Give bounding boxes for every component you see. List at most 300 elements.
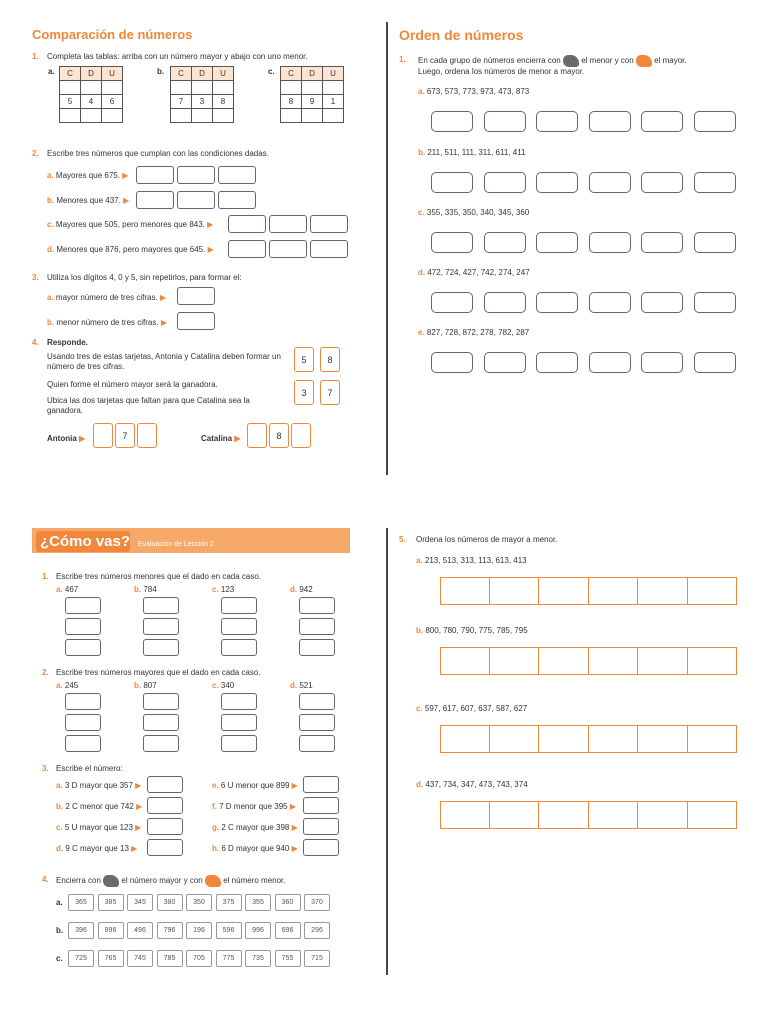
item-number: 3. [42,764,49,773]
answer-box[interactable] [536,292,578,313]
group-numbers: 355, 335, 350, 340, 345, 360 [426,208,530,217]
row-text: 7 D menor que 395 [219,802,288,811]
answer-cell[interactable] [688,647,738,675]
answer-box[interactable] [484,232,526,253]
answer-box[interactable] [694,232,736,253]
group-label: b. [416,626,424,635]
answer-box[interactable] [303,776,339,793]
group-label: d. [416,780,424,789]
cdu-table-b [170,66,234,123]
section-title: Orden de números [399,27,524,43]
problem-text: Quien forme el número mayor será la ganadora. [47,380,218,389]
number-card: 3 [294,380,314,405]
group-numbers: 211, 511, 111, 311, 611, 411 [427,148,526,157]
table-input-cell[interactable] [81,109,102,123]
answer-box[interactable] [431,232,473,253]
answer-box[interactable] [641,292,683,313]
row-text: 3 D mayor que 357 [64,781,133,790]
answer-box[interactable] [694,292,736,313]
group-numbers: 673, 573, 773, 973, 473, 873 [426,87,530,96]
answer-box[interactable] [536,352,578,373]
answer-box[interactable] [299,735,335,752]
answer-box[interactable] [484,292,526,313]
group-numbers: 213, 513, 313, 113, 613, 413 [424,556,527,565]
number-cell[interactable]: 715 [304,950,330,967]
answer-box[interactable] [147,839,183,856]
table-input-cell[interactable] [192,109,213,123]
table-header-cell: C [281,67,302,81]
table-header-cell: D [302,67,323,81]
answer-box[interactable] [299,618,335,635]
catalina-label: Catalina ▶ [201,434,241,443]
answer-box[interactable] [143,639,179,656]
column-label: c. [212,585,219,594]
answer-box[interactable] [589,172,631,193]
column-value: 807 [143,681,157,690]
condition-row: c. Mayores que 505, pero menores que 843. ▶ [47,220,214,229]
answer-cell[interactable] [490,647,540,675]
answer-box[interactable] [536,232,578,253]
answer-box[interactable] [641,172,683,193]
answer-grid [440,725,737,753]
table-header-cell: D [192,67,213,81]
number-cell[interactable]: 696 [275,922,301,939]
column-label: d. [290,681,298,690]
number-card: 8 [269,423,289,448]
answer-grid [440,647,737,675]
number-cell[interactable]: 385 [98,894,124,911]
header-title: ¿Cómo vas? [40,533,131,550]
answer-box[interactable] [431,352,473,373]
answer-box[interactable] [221,714,257,731]
answer-cell[interactable] [440,577,490,605]
answer-box[interactable] [143,735,179,752]
row-text: 9 C mayor que 13 [65,844,129,853]
condition-row: d. Menores que 876, pero mayores que 645. ▶ [47,245,214,254]
number-group-row [418,87,529,97]
table-cell: 6 [102,95,123,109]
answer-box[interactable] [147,797,183,814]
answer-cell[interactable] [688,577,738,605]
answer-box[interactable] [65,639,101,656]
orange-hand-icon [636,55,652,67]
number-cell[interactable]: 350 [186,894,212,911]
group-label: a. [418,87,425,96]
number-cell[interactable]: 380 [157,894,183,911]
column-label: a. [56,681,63,690]
row-label: f. [212,802,217,811]
item-number: 4. [32,338,39,347]
answer-box[interactable] [303,839,339,856]
answer-box[interactable] [431,111,473,132]
answer-cell[interactable] [539,725,589,753]
answer-box[interactable] [589,111,631,132]
row-label: a. [56,781,63,790]
answer-box[interactable] [303,818,339,835]
answer-cell[interactable] [589,725,639,753]
table-input-cell[interactable] [171,81,192,95]
table-input-cell[interactable] [281,109,302,123]
number-cell[interactable]: 735 [245,950,271,967]
problem-text: Usando tres de estas tarjetas, Antonia y Catalina deben formar un número de tres cifras. [47,352,281,371]
row-text: 5 U mayor que 123 [64,823,133,832]
item-instruction: Responde. [47,338,88,347]
row-label: e. [212,781,219,790]
table-header-cell: C [60,67,81,81]
group-label: a. [416,556,423,565]
item-number: 4. [42,875,49,884]
antonia-label: Antonia ▶ [47,434,86,443]
table-cell: 9 [302,95,323,109]
cdu-table-a [59,66,123,123]
write-number-row [212,802,296,812]
answer-cell[interactable] [440,725,490,753]
orange-hand-icon [205,875,221,887]
arrow-icon: ▶ [133,802,143,811]
item-number: 1. [42,572,49,581]
answer-box[interactable] [310,240,348,258]
digit-row: a. mayor número de tres cifras. ▶ [47,293,167,302]
answer-box[interactable] [303,797,339,814]
answer-box[interactable] [310,215,348,233]
answer-cell[interactable] [490,725,540,753]
column-label: d. [290,585,298,594]
table-input-cell[interactable] [213,109,234,123]
table-input-cell[interactable] [323,81,344,95]
table-cell: 7 [171,95,192,109]
answer-grid [440,577,737,605]
row-text: 6 U menor que 899 [220,781,290,790]
answer-cell[interactable] [589,647,639,675]
answer-cell[interactable] [638,647,688,675]
gray-hand-icon [563,55,579,67]
arrow-icon: ▶ [128,844,138,853]
number-cell[interactable]: 755 [275,950,301,967]
answer-box[interactable] [694,352,736,373]
group-label: d. [418,268,426,277]
number-group-row [416,626,528,636]
answer-box[interactable] [641,232,683,253]
answer-box[interactable] [218,191,256,209]
answer-box[interactable] [221,597,257,614]
table-input-cell[interactable] [281,81,302,95]
digit-row: b. menor número de tres cifras. ▶ [47,318,167,327]
item-instruction: En cada grupo de números encierra con el menor y con el mayor. Luego, ordena los números de menor a mayor. [418,56,687,76]
empty-card-slot[interactable] [247,423,267,448]
answer-box[interactable] [143,597,179,614]
table-cell: 4 [81,95,102,109]
answer-box[interactable] [147,818,183,835]
answer-grid [440,801,737,829]
row-label: g. [212,823,220,832]
page-divider [386,22,388,475]
number-card: 7 [115,423,135,448]
item-number: 3. [32,273,39,282]
group-label: c. [418,208,425,217]
answer-cell[interactable] [440,801,490,829]
answer-cell[interactable] [688,725,738,753]
row-label: a. [56,898,63,907]
row-label: c. [56,823,63,832]
table-input-cell[interactable] [60,109,81,123]
number-card: 8 [320,347,340,372]
answer-box[interactable] [65,618,101,635]
table-input-cell[interactable] [302,81,323,95]
number-group-row [418,268,530,278]
answer-cell[interactable] [589,801,639,829]
column-label: c. [212,681,219,690]
arrow-icon: ▶ [132,823,142,832]
answer-box[interactable] [431,292,473,313]
number-cell[interactable]: 365 [68,894,94,911]
item-number: 2. [42,668,49,677]
answer-box[interactable] [589,352,631,373]
answer-box[interactable] [65,714,101,731]
answer-box[interactable] [299,639,335,656]
number-cell[interactable]: 796 [157,922,183,939]
number-cell[interactable]: 996 [245,922,271,939]
answer-box[interactable] [218,166,256,184]
answer-box[interactable] [65,693,101,710]
answer-box[interactable] [589,292,631,313]
table-label: a. [48,67,55,76]
condition-row: b. Menores que 437. ▶ [47,196,130,205]
table-cell: 3 [192,95,213,109]
page-divider [386,528,388,975]
given-number [212,585,234,595]
row-text: 6 D mayor que 940 [221,844,290,853]
answer-box[interactable] [228,215,266,233]
table-header-cell: U [323,67,344,81]
cdu-table-c [280,66,344,123]
answer-box[interactable] [65,735,101,752]
answer-box[interactable] [221,693,257,710]
answer-box[interactable] [221,735,257,752]
table-label: b. [157,67,165,76]
number-cell[interactable]: 725 [68,950,94,967]
number-cell[interactable]: 745 [127,950,153,967]
column-value: 784 [143,585,157,594]
arrow-icon: ▶ [132,781,142,790]
answer-cell[interactable] [589,577,639,605]
answer-box[interactable] [694,172,736,193]
table-input-cell[interactable] [302,109,323,123]
answer-box[interactable] [299,714,335,731]
answer-cell[interactable] [638,577,688,605]
number-cell[interactable]: 896 [98,922,124,939]
answer-box[interactable] [65,597,101,614]
answer-box[interactable] [299,693,335,710]
table-header-cell: C [171,67,192,81]
number-group-row [416,780,528,790]
arrow-icon: ▶ [289,823,298,832]
group-label: e. [418,328,425,337]
number-group-row [418,148,526,158]
answer-box[interactable] [177,312,215,330]
answer-box[interactable] [136,191,174,209]
item-instruction: Escribe tres números que cumplan con las condiciones dadas. [47,149,269,158]
table-label: c. [268,67,275,76]
given-number [134,585,157,595]
number-cell[interactable]: 345 [127,894,153,911]
number-group-row [418,328,529,338]
arrow-icon: ▶ [289,844,298,853]
row-label: b. [56,926,64,935]
table-input-cell[interactable] [60,81,81,95]
item-instruction: Ordena los números de mayor a menor. [416,535,558,544]
given-number [290,585,313,595]
write-number-row [212,781,298,791]
write-number-row [56,781,141,791]
number-cell[interactable]: 785 [157,950,183,967]
section-title: Comparación de números [32,27,193,42]
group-numbers: 827, 728, 872, 278, 782, 287 [426,328,530,337]
column-value: 245 [64,681,79,690]
number-card: 7 [320,380,340,405]
row-label: h. [212,844,220,853]
item-instruction: Completa las tablas: arriba con un número mayor y abajo con uno menor. [47,52,308,61]
number-group-row [418,208,529,218]
answer-cell[interactable] [490,801,540,829]
number-cell[interactable]: 705 [186,950,212,967]
empty-card-slot[interactable] [137,423,157,448]
given-number [56,585,78,595]
given-number [290,681,313,691]
table-cell: 5 [60,95,81,109]
column-value: 942 [299,585,313,594]
answer-box[interactable] [143,714,179,731]
problem-text: Ubica las dos tarjetas que faltan para que Catalina sea la ganadora. [47,396,250,415]
item-instruction: Escribe el número: [56,764,123,773]
answer-box[interactable] [269,240,307,258]
answer-box[interactable] [641,352,683,373]
answer-cell[interactable] [539,801,589,829]
answer-box[interactable] [299,597,335,614]
number-cell[interactable]: 765 [98,950,124,967]
number-group-row [416,704,527,714]
answer-cell[interactable] [539,577,589,605]
table-input-cell[interactable] [192,81,213,95]
arrow-icon: ▶ [289,781,298,790]
column-value: 123 [220,585,235,594]
answer-box[interactable] [177,287,215,305]
write-number-row [56,844,137,854]
table-header-cell: U [213,67,234,81]
column-value: 521 [299,681,313,690]
column-value: 340 [220,681,235,690]
given-number [134,681,157,691]
given-number [56,681,78,691]
group-numbers: 472, 724, 427, 742, 274, 247 [427,268,530,277]
answer-box[interactable] [221,618,257,635]
answer-box[interactable] [641,111,683,132]
answer-box[interactable] [136,166,174,184]
group-label: c. [416,704,423,713]
number-cell[interactable]: 296 [304,922,330,939]
number-group-row [416,556,527,566]
answer-box[interactable] [536,172,578,193]
empty-card-slot[interactable] [291,423,311,448]
answer-box[interactable] [694,111,736,132]
number-cell[interactable]: 370 [304,894,330,911]
item-instruction: Utiliza los dígitos 4, 0 y 5, sin repetirlos, para formar el: [47,273,242,282]
answer-box[interactable] [536,111,578,132]
number-cell[interactable]: 196 [186,922,212,939]
table-input-cell[interactable] [213,81,234,95]
row-label: d. [56,844,64,853]
group-numbers: 437, 734, 347, 473, 743, 374 [425,780,528,789]
group-numbers: 800, 780, 790, 775, 785, 795 [425,626,528,635]
table-cell: 8 [213,95,234,109]
number-cell[interactable]: 396 [68,922,94,939]
item-instruction: Escribe tres números mayores que el dado en cada caso. [56,668,261,677]
answer-cell[interactable] [440,647,490,675]
answer-box[interactable] [431,172,473,193]
item-number: 5. [399,535,406,544]
empty-card-slot[interactable] [93,423,113,448]
table-cell: 1 [323,95,344,109]
answer-box[interactable] [143,693,179,710]
answer-box[interactable] [221,639,257,656]
answer-cell[interactable] [638,801,688,829]
answer-box[interactable] [269,215,307,233]
number-card: 5 [294,347,314,372]
answer-box[interactable] [484,111,526,132]
answer-box[interactable] [484,172,526,193]
answer-box[interactable] [228,240,266,258]
number-cell[interactable]: 375 [216,894,242,911]
answer-box[interactable] [177,166,215,184]
item-instruction: Escribe tres números menores que el dado en cada caso. [56,572,262,581]
answer-cell[interactable] [638,725,688,753]
column-label: b. [134,585,142,594]
answer-cell[interactable] [539,647,589,675]
condition-row: a. Mayores que 675. ▶ [47,171,129,180]
item-instruction: Encierra con el número mayor y con el número menor. [56,876,286,886]
arrow-icon: ▶ [287,802,296,811]
table-input-cell[interactable] [81,81,102,95]
number-cell[interactable]: 360 [275,894,301,911]
column-label: a. [56,585,63,594]
answer-box[interactable] [589,232,631,253]
row-label: b. [56,802,64,811]
answer-box[interactable] [484,352,526,373]
table-header-cell: U [102,67,123,81]
answer-cell[interactable] [490,577,540,605]
column-value: 467 [64,585,79,594]
group-label: b. [418,148,426,157]
number-cell[interactable]: 496 [127,922,153,939]
answer-box[interactable] [147,776,183,793]
table-input-cell[interactable] [102,81,123,95]
table-input-cell[interactable] [102,109,123,123]
table-cell: 8 [281,95,302,109]
number-cell[interactable]: 596 [216,922,242,939]
header-subtitle: Evaluación de Lección 2 [138,541,214,548]
table-header-cell: D [81,67,102,81]
number-cell[interactable]: 775 [216,950,242,967]
answer-box[interactable] [143,618,179,635]
item-number: 2. [32,149,39,158]
answer-box[interactable] [177,191,215,209]
table-input-cell[interactable] [171,109,192,123]
write-number-row [212,844,298,854]
answer-cell[interactable] [688,801,738,829]
row-text: 2 C mayor que 398 [221,823,290,832]
table-input-cell[interactable] [323,109,344,123]
row-label: c. [56,954,63,963]
number-cell[interactable]: 355 [245,894,271,911]
